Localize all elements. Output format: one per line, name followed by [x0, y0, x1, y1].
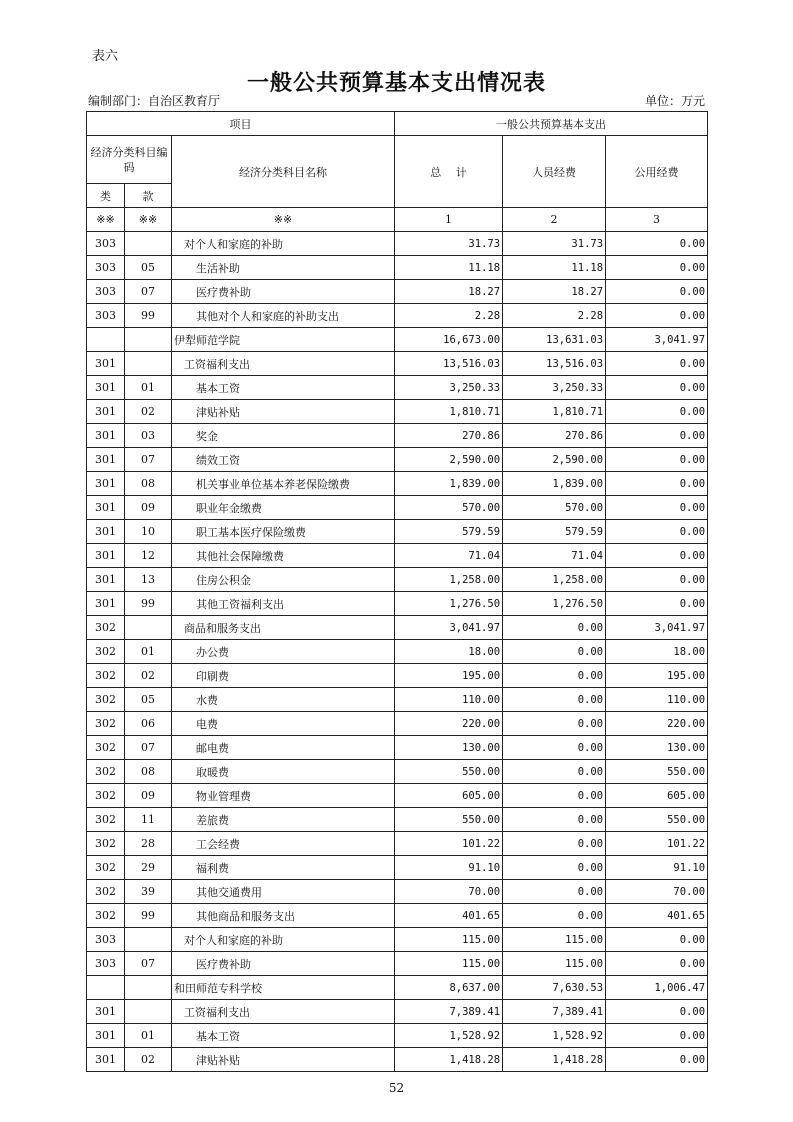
- total-cell: 31.73: [395, 232, 503, 256]
- public-cell: 0.00: [606, 472, 708, 496]
- public-cell: 0.00: [606, 376, 708, 400]
- class-code-cell: 302: [87, 856, 125, 880]
- class-code-cell: 301: [87, 496, 125, 520]
- public-cell: 0.00: [606, 1000, 708, 1024]
- item-code-cell: [125, 616, 172, 640]
- total-cell: 18.27: [395, 280, 503, 304]
- item-code-cell: 02: [125, 664, 172, 688]
- class-code-cell: 302: [87, 640, 125, 664]
- public-cell: 0.00: [606, 304, 708, 328]
- item-name-cell: 医疗费补助: [172, 952, 395, 976]
- item-name-cell: 物业管理费: [172, 784, 395, 808]
- public-cell: 0.00: [606, 928, 708, 952]
- item-name-cell: 工资福利支出: [172, 352, 395, 376]
- personnel-cell: 7,389.41: [503, 1000, 606, 1024]
- table-row: [87, 640, 708, 664]
- class-code-cell: 303: [87, 232, 125, 256]
- personnel-cell: 1,810.71: [503, 400, 606, 424]
- item-code-cell: 07: [125, 448, 172, 472]
- class-code-cell: 302: [87, 688, 125, 712]
- table-row: [87, 1024, 708, 1048]
- personnel-cell: 0.00: [503, 784, 606, 808]
- table-row: [87, 664, 708, 688]
- table-row: [87, 544, 708, 568]
- item-code-cell: 05: [125, 688, 172, 712]
- total-cell: 570.00: [395, 496, 503, 520]
- personnel-cell: 2,590.00: [503, 448, 606, 472]
- class-code-cell: 301: [87, 568, 125, 592]
- class-code-cell: 301: [87, 424, 125, 448]
- item-code-cell: [125, 352, 172, 376]
- item-code-cell: 09: [125, 784, 172, 808]
- item-name-cell: 其他工资福利支出: [172, 592, 395, 616]
- public-cell: 0.00: [606, 256, 708, 280]
- item-code-cell: 06: [125, 712, 172, 736]
- table-row: [87, 952, 708, 976]
- mark-cell: 2: [503, 208, 606, 232]
- class-header: 类: [87, 184, 125, 208]
- public-cell: 130.00: [606, 736, 708, 760]
- item-name-cell: 水费: [172, 688, 395, 712]
- personnel-cell: 3,250.33: [503, 376, 606, 400]
- item-code-cell: 11: [125, 808, 172, 832]
- table-row: [87, 496, 708, 520]
- item-name-cell: 取暖费: [172, 760, 395, 784]
- table-row: [87, 304, 708, 328]
- class-code-cell: 302: [87, 832, 125, 856]
- item-name-cell: 邮电费: [172, 736, 395, 760]
- item-code-cell: 08: [125, 472, 172, 496]
- total-cell: 1,258.00: [395, 568, 503, 592]
- public-cell: 0.00: [606, 448, 708, 472]
- total-cell: 110.00: [395, 688, 503, 712]
- personnel-cell: 0.00: [503, 832, 606, 856]
- personnel-cell: 13,631.03: [503, 328, 606, 352]
- page-title: 一般公共预算基本支出情况表: [246, 71, 546, 96]
- table-row: [87, 1048, 708, 1072]
- public-cell: 18.00: [606, 640, 708, 664]
- table-row: [87, 856, 708, 880]
- table-row: [87, 928, 708, 952]
- table-row: [87, 784, 708, 808]
- table-row: [87, 904, 708, 928]
- table-row: [87, 616, 708, 640]
- total-cell: 1,810.71: [395, 400, 503, 424]
- public-cell: 3,041.97: [606, 328, 708, 352]
- public-cell: 195.00: [606, 664, 708, 688]
- table-body: [87, 232, 708, 1072]
- item-code-cell: 07: [125, 736, 172, 760]
- personnel-cell: 270.86: [503, 424, 606, 448]
- table-row: [87, 232, 708, 256]
- personnel-cell: 13,516.03: [503, 352, 606, 376]
- personnel-cell: 1,528.92: [503, 1024, 606, 1048]
- personnel-cell: 570.00: [503, 496, 606, 520]
- item-code-cell: 07: [125, 952, 172, 976]
- item-code-cell: 99: [125, 904, 172, 928]
- personnel-cell: 115.00: [503, 952, 606, 976]
- table-row: [87, 880, 708, 904]
- total-cell: 11.18: [395, 256, 503, 280]
- mark-cell: 3: [606, 208, 708, 232]
- total-cell: 1,418.28: [395, 1048, 503, 1072]
- table-row: [87, 1000, 708, 1024]
- class-code-cell: 303: [87, 952, 125, 976]
- mark-cell: ※※: [172, 208, 395, 232]
- class-code-cell: 301: [87, 376, 125, 400]
- public-cell: 0.00: [606, 352, 708, 376]
- item-name-cell: 基本工资: [172, 376, 395, 400]
- public-cell: 605.00: [606, 784, 708, 808]
- total-cell: 550.00: [395, 760, 503, 784]
- table-row: [87, 976, 708, 1000]
- item-name-cell: 住房公积金: [172, 568, 395, 592]
- personnel-cell: 1,418.28: [503, 1048, 606, 1072]
- item-code-cell: 02: [125, 400, 172, 424]
- item-code-cell: 03: [125, 424, 172, 448]
- class-code-cell: 301: [87, 400, 125, 424]
- class-code-cell: 302: [87, 808, 125, 832]
- item-code-cell: 09: [125, 496, 172, 520]
- table-row: [87, 712, 708, 736]
- public-cell: 0.00: [606, 568, 708, 592]
- item-name-cell: 其他交通费用: [172, 880, 395, 904]
- class-code-cell: 301: [87, 520, 125, 544]
- personnel-cell: 1,276.50: [503, 592, 606, 616]
- personnel-cell: 11.18: [503, 256, 606, 280]
- table-row: [87, 592, 708, 616]
- total-cell: 115.00: [395, 928, 503, 952]
- total-cell: 2.28: [395, 304, 503, 328]
- public-cell: 401.65: [606, 904, 708, 928]
- class-code-cell: 302: [87, 664, 125, 688]
- item-header: 款: [125, 184, 172, 208]
- class-code-cell: 303: [87, 256, 125, 280]
- personnel-cell: 579.59: [503, 520, 606, 544]
- table-row: [87, 568, 708, 592]
- item-name-cell: 基本工资: [172, 1024, 395, 1048]
- public-cell: 0.00: [606, 496, 708, 520]
- table-row: [87, 376, 708, 400]
- public-cell: 0.00: [606, 280, 708, 304]
- mark-cell: 1: [395, 208, 503, 232]
- item-code-cell: 07: [125, 280, 172, 304]
- item-code-cell: 01: [125, 376, 172, 400]
- public-cell: 220.00: [606, 712, 708, 736]
- item-code-cell: 13: [125, 568, 172, 592]
- item-name-cell: 奖金: [172, 424, 395, 448]
- table-row: [87, 448, 708, 472]
- total-cell: 195.00: [395, 664, 503, 688]
- item-code-cell: 28: [125, 832, 172, 856]
- public-header: 公用经费: [606, 136, 708, 208]
- table-row: [87, 808, 708, 832]
- total-cell: 115.00: [395, 952, 503, 976]
- personnel-cell: 1,839.00: [503, 472, 606, 496]
- personnel-cell: 115.00: [503, 928, 606, 952]
- total-cell: 7,389.41: [395, 1000, 503, 1024]
- public-cell: 0.00: [606, 592, 708, 616]
- total-cell: 2,590.00: [395, 448, 503, 472]
- item-code-cell: 10: [125, 520, 172, 544]
- class-code-cell: 302: [87, 784, 125, 808]
- personnel-header: 人员经费: [503, 136, 606, 208]
- personnel-cell: 0.00: [503, 640, 606, 664]
- item-name-cell: 商品和服务支出: [172, 616, 395, 640]
- public-cell: 550.00: [606, 808, 708, 832]
- table-row: [87, 400, 708, 424]
- mark-cell: ※※: [87, 208, 125, 232]
- total-cell: 1,276.50: [395, 592, 503, 616]
- econ-code-header: 经济分类科目编码: [87, 136, 172, 184]
- public-cell: 101.22: [606, 832, 708, 856]
- total-cell: 18.00: [395, 640, 503, 664]
- table-label: 表六: [92, 49, 119, 64]
- table-row: [87, 472, 708, 496]
- class-code-cell: 301: [87, 592, 125, 616]
- table-row: [87, 328, 708, 352]
- total-cell: 130.00: [395, 736, 503, 760]
- class-code-cell: 302: [87, 712, 125, 736]
- item-code-cell: 02: [125, 1048, 172, 1072]
- public-cell: 110.00: [606, 688, 708, 712]
- public-cell: 3,041.97: [606, 616, 708, 640]
- public-cell: 0.00: [606, 424, 708, 448]
- personnel-cell: 0.00: [503, 616, 606, 640]
- item-name-cell: 工会经费: [172, 832, 395, 856]
- class-code-cell: 301: [87, 1000, 125, 1024]
- item-code-cell: [125, 328, 172, 352]
- total-header: 总 计: [395, 136, 503, 208]
- item-code-cell: 05: [125, 256, 172, 280]
- personnel-cell: 0.00: [503, 688, 606, 712]
- item-code-cell: [125, 232, 172, 256]
- table-row: [87, 832, 708, 856]
- item-name-cell: 电费: [172, 712, 395, 736]
- personnel-cell: 7,630.53: [503, 976, 606, 1000]
- personnel-cell: 0.00: [503, 880, 606, 904]
- personnel-cell: 0.00: [503, 856, 606, 880]
- item-name-cell: 职工基本医疗保险缴费: [172, 520, 395, 544]
- page-number: 52: [388, 1081, 405, 1095]
- item-name-cell: 印刷费: [172, 664, 395, 688]
- class-code-cell: 303: [87, 280, 125, 304]
- personnel-cell: 0.00: [503, 664, 606, 688]
- public-cell: 0.00: [606, 400, 708, 424]
- personnel-cell: 71.04: [503, 544, 606, 568]
- public-cell: 0.00: [606, 520, 708, 544]
- class-code-cell: 302: [87, 616, 125, 640]
- item-code-cell: 01: [125, 1024, 172, 1048]
- item-code-cell: 12: [125, 544, 172, 568]
- public-cell: 0.00: [606, 952, 708, 976]
- total-cell: 3,041.97: [395, 616, 503, 640]
- item-name-cell: 其他社会保障缴费: [172, 544, 395, 568]
- budget-table: [86, 111, 708, 1072]
- mark-cell: ※※: [125, 208, 172, 232]
- total-cell: 101.22: [395, 832, 503, 856]
- table-row: [87, 736, 708, 760]
- item-code-cell: 99: [125, 592, 172, 616]
- table-row: [87, 424, 708, 448]
- econ-name-header: 经济分类科目名称: [172, 136, 395, 208]
- item-code-cell: 29: [125, 856, 172, 880]
- total-cell: 16,673.00: [395, 328, 503, 352]
- total-cell: 71.04: [395, 544, 503, 568]
- item-name-cell: 绩效工资: [172, 448, 395, 472]
- public-cell: 550.00: [606, 760, 708, 784]
- item-name-cell: 工资福利支出: [172, 1000, 395, 1024]
- class-code-cell: 301: [87, 448, 125, 472]
- total-cell: 550.00: [395, 808, 503, 832]
- item-name-cell: 机关事业单位基本养老保险缴费: [172, 472, 395, 496]
- total-cell: 91.10: [395, 856, 503, 880]
- item-name-cell: 对个人和家庭的补助: [172, 232, 395, 256]
- class-code-cell: [87, 328, 125, 352]
- table-row: [87, 520, 708, 544]
- item-name-cell: 职业年金缴费: [172, 496, 395, 520]
- table-row: [87, 760, 708, 784]
- item-code-cell: 99: [125, 304, 172, 328]
- personnel-cell: 0.00: [503, 712, 606, 736]
- personnel-cell: 2.28: [503, 304, 606, 328]
- table-row: [87, 688, 708, 712]
- table-row: [87, 280, 708, 304]
- class-code-cell: 302: [87, 736, 125, 760]
- unit-label: 单位：万元: [644, 94, 705, 108]
- item-code-cell: 39: [125, 880, 172, 904]
- class-code-cell: 301: [87, 352, 125, 376]
- personnel-cell: 31.73: [503, 232, 606, 256]
- class-code-cell: 301: [87, 472, 125, 496]
- item-name-cell: 和田师范专科学校: [172, 976, 395, 1000]
- personnel-cell: 18.27: [503, 280, 606, 304]
- total-cell: 220.00: [395, 712, 503, 736]
- total-cell: 1,839.00: [395, 472, 503, 496]
- total-cell: 270.86: [395, 424, 503, 448]
- class-code-cell: 303: [87, 928, 125, 952]
- personnel-cell: 0.00: [503, 736, 606, 760]
- total-cell: 1,528.92: [395, 1024, 503, 1048]
- public-cell: 0.00: [606, 544, 708, 568]
- item-code-cell: [125, 1000, 172, 1024]
- public-cell: 0.00: [606, 1048, 708, 1072]
- personnel-cell: 0.00: [503, 808, 606, 832]
- class-code-cell: 303: [87, 304, 125, 328]
- class-code-cell: 301: [87, 1048, 125, 1072]
- table-row: [87, 352, 708, 376]
- item-name-cell: 对个人和家庭的补助: [172, 928, 395, 952]
- item-code-cell: [125, 976, 172, 1000]
- public-cell: 70.00: [606, 880, 708, 904]
- class-code-cell: 301: [87, 1024, 125, 1048]
- public-cell: 0.00: [606, 1024, 708, 1048]
- item-code-cell: [125, 928, 172, 952]
- project-header: 项目: [87, 112, 395, 136]
- public-cell: 0.00: [606, 232, 708, 256]
- total-cell: 13,516.03: [395, 352, 503, 376]
- personnel-cell: 0.00: [503, 904, 606, 928]
- item-code-cell: 01: [125, 640, 172, 664]
- item-name-cell: 差旅费: [172, 808, 395, 832]
- item-name-cell: 生活补助: [172, 256, 395, 280]
- item-name-cell: 其他对个人和家庭的补助支出: [172, 304, 395, 328]
- class-code-cell: 302: [87, 880, 125, 904]
- personnel-cell: 0.00: [503, 760, 606, 784]
- total-cell: 401.65: [395, 904, 503, 928]
- item-name-cell: 津贴补贴: [172, 1048, 395, 1072]
- class-code-cell: [87, 976, 125, 1000]
- item-code-cell: 08: [125, 760, 172, 784]
- department-label: 编制部门：自治区教育厅: [88, 94, 221, 108]
- class-code-cell: 302: [87, 760, 125, 784]
- budget-group-header: 一般公共预算基本支出: [395, 112, 708, 136]
- total-cell: 3,250.33: [395, 376, 503, 400]
- item-name-cell: 其他商品和服务支出: [172, 904, 395, 928]
- personnel-cell: 1,258.00: [503, 568, 606, 592]
- table-row: [87, 256, 708, 280]
- item-name-cell: 津贴补贴: [172, 400, 395, 424]
- item-name-cell: 办公费: [172, 640, 395, 664]
- item-name-cell: 福利费: [172, 856, 395, 880]
- total-cell: 579.59: [395, 520, 503, 544]
- class-code-cell: 302: [87, 904, 125, 928]
- total-cell: 605.00: [395, 784, 503, 808]
- public-cell: 1,006.47: [606, 976, 708, 1000]
- total-cell: 70.00: [395, 880, 503, 904]
- item-name-cell: 医疗费补助: [172, 280, 395, 304]
- item-name-cell: 伊犁师范学院: [172, 328, 395, 352]
- total-cell: 8,637.00: [395, 976, 503, 1000]
- class-code-cell: 301: [87, 544, 125, 568]
- public-cell: 91.10: [606, 856, 708, 880]
